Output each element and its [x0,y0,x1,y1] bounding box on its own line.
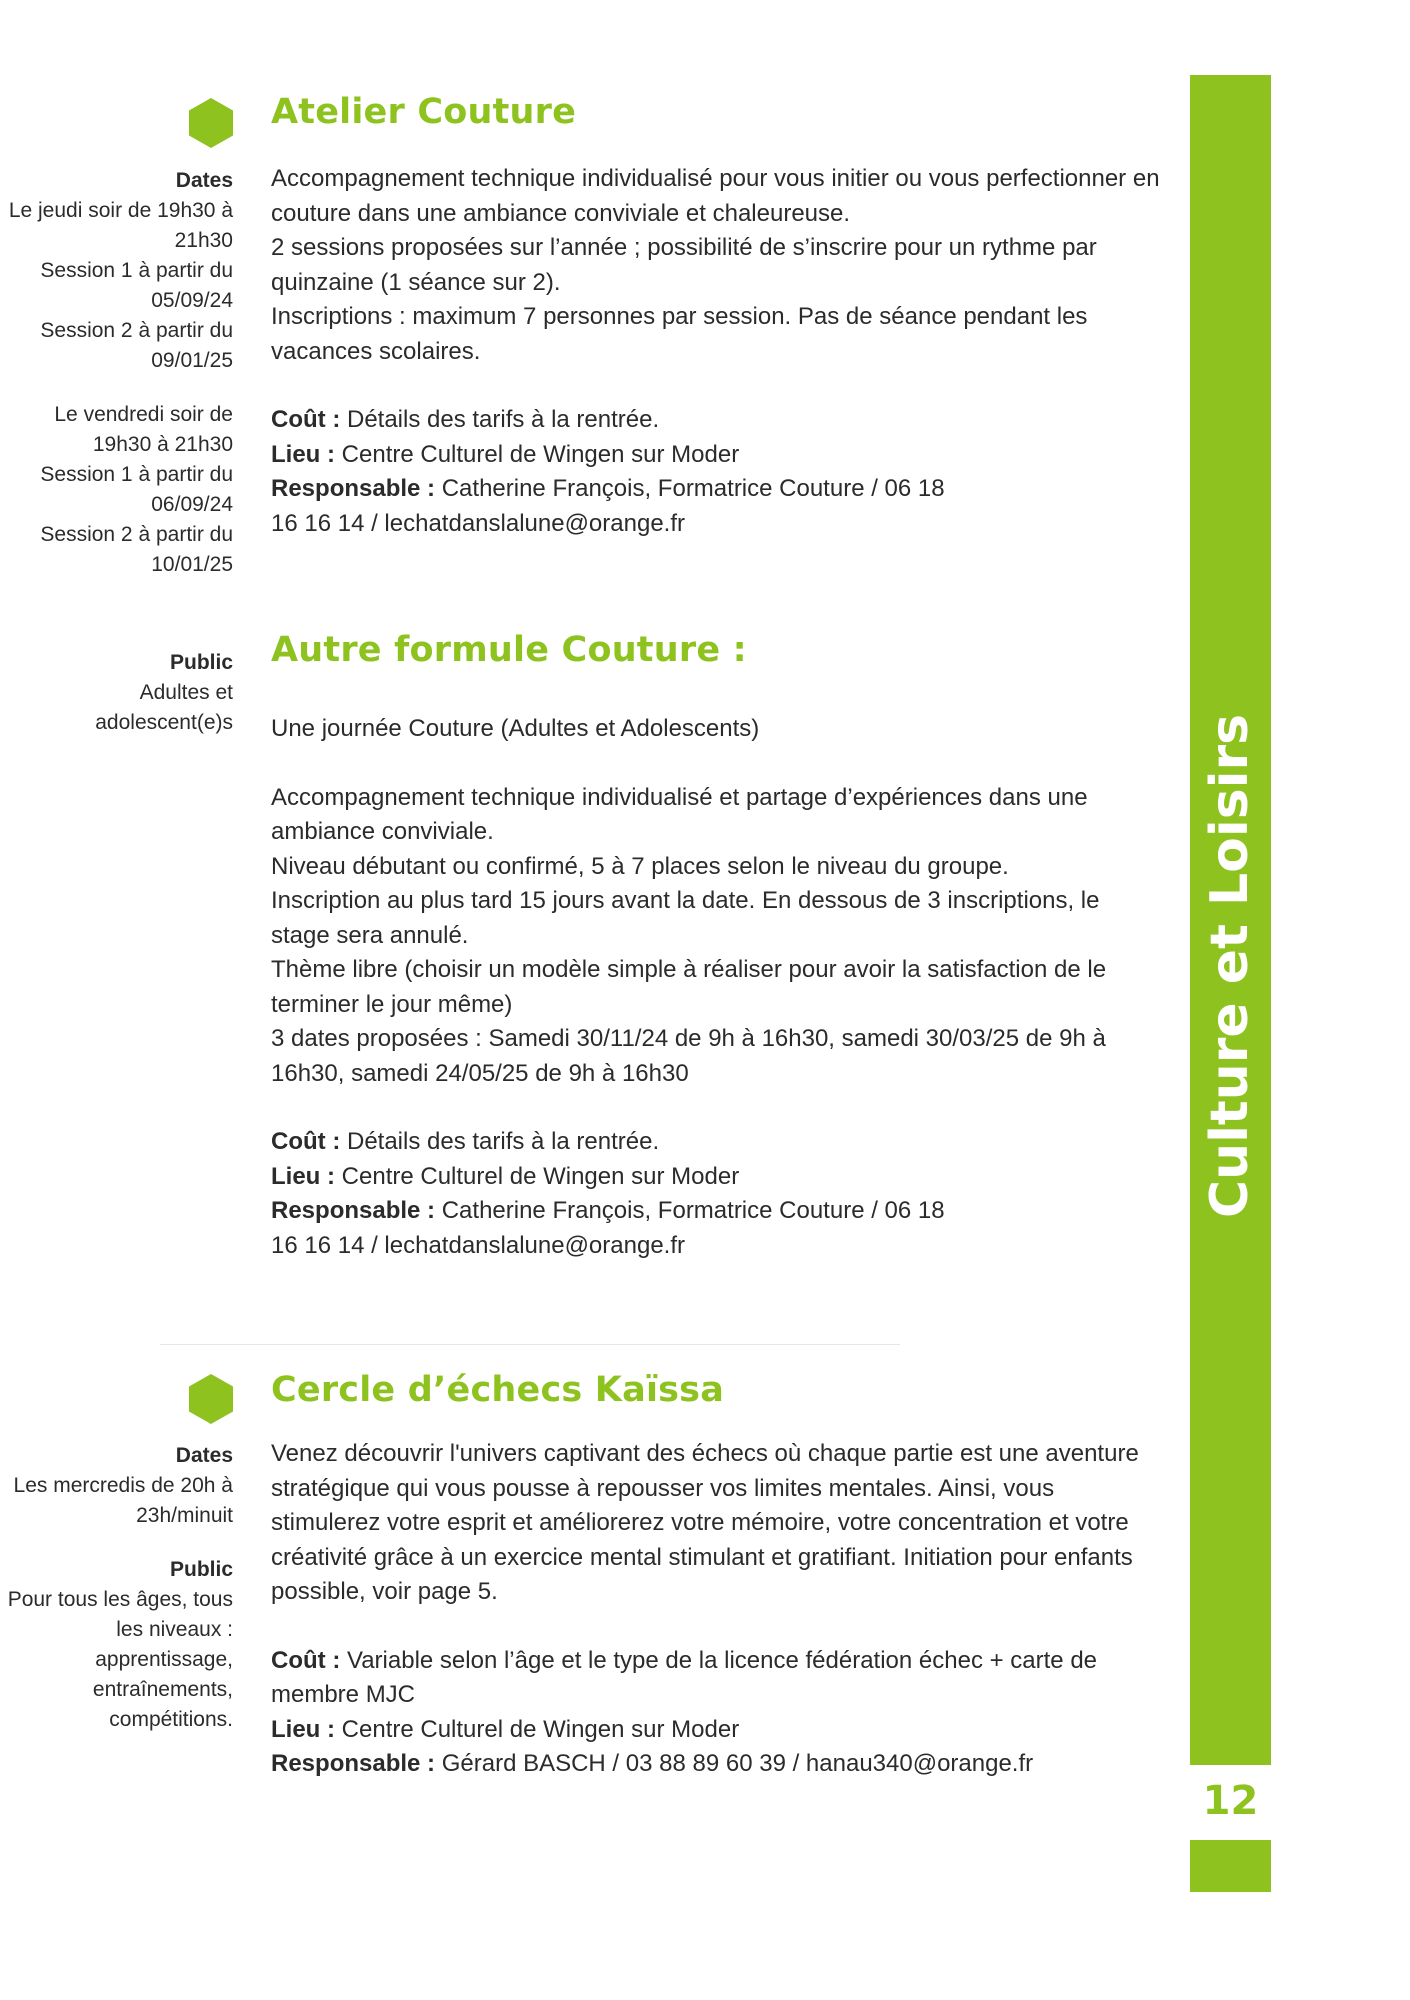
public-line: apprentissage, [95,1648,233,1671]
contact-label: Responsable : [271,475,436,502]
cost-value: Détails des tarifs à la rentrée. [340,1128,660,1155]
public-line: entraînements, [92,1678,233,1701]
cost-value: Détails des tarifs à la rentrée. [340,406,660,433]
date-line: 10/01/25 [151,553,233,576]
page-number-block [1190,1840,1271,1892]
paragraph: Inscriptions : maximum 7 personnes par session. Pas de séance pendant les vacances scolaires. [271,303,1088,365]
paragraph: Thème libre (choisir un modèle simple à réaliser pour avoir la satisfaction de le terminer le jour même) [271,956,1107,1018]
echecs-sidebar [0,1441,233,1735]
location-line [271,438,1161,473]
dates-label: Dates [175,169,233,192]
public-line: les niveaux : [116,1618,233,1641]
hexagon-bullet-icon [189,1374,233,1424]
location-value: Centre Culturel de Wingen sur Moder [335,1715,740,1743]
paragraph: Une journée Couture (Adultes et Adolescents) [271,715,760,742]
cost-value: Variable selon l’âge et le type de la licence fédération échec + carte de membre MJC [271,1646,1098,1708]
page-number: 12 [1202,1778,1259,1824]
paragraph: Accompagnement technique individualisé et partage d’expériences dans une ambiance conviviale. [271,783,1088,845]
cost-line [271,1644,1161,1713]
paragraph: 2 sessions proposées sur l’année ; possibilité de s’inscrire pour un rythme par quinzaine (1 séance sur 2). [271,234,1097,296]
public-line: Adultes et [139,681,233,704]
autre-formule-sidebar [0,648,233,738]
hexagon-bullet-icon [189,98,233,148]
date-line: 06/09/24 [151,493,233,516]
date-line: Session 1 à partir du [40,259,233,282]
autre-formule-title: Autre formule Couture : [271,630,747,670]
atelier-couture-title: Atelier Couture [271,92,577,132]
date-line: 19h30 à 21h30 [92,433,233,456]
echecs-title: Cercle d’échecs Kaïssa [271,1370,725,1410]
paragraph: 3 dates proposées : Samedi 30/11/24 de 9h à 16h30, samedi 30/03/25 de 9h à 16h30, samedi 24/05/25 de 9h à 16h30 [271,1025,1106,1087]
location-label: Lieu : [271,440,335,468]
date-line: 23h/minuit [136,1504,233,1527]
contact-label: Responsable : [271,1197,436,1224]
cost-label: Coût : [271,406,341,433]
paragraph: Inscription au plus tard 15 jours avant la date. En dessous de 3 inscriptions, le stage sera annulé. [271,887,1100,949]
public-label: Public [169,651,233,674]
cost-label: Coût : [271,1646,341,1674]
autre-formule-body [271,712,1161,1263]
cost-line [271,403,1161,438]
date-line: Le jeudi soir de 19h30 à [8,199,233,222]
contact-value: Gérard BASCH / 03 88 89 60 39 / hanau340@orange.fr [435,1750,1034,1777]
contact-label: Responsable : [271,1750,436,1777]
date-line: Session 2 à partir du [40,523,233,546]
atelier-couture-sidebar [0,166,233,580]
cost-line [271,1125,1161,1160]
public-line: compétitions. [109,1708,233,1731]
public-line: adolescent(e)s [95,711,233,734]
location-line [271,1713,1161,1748]
date-line: 09/01/25 [151,349,233,372]
cost-label: Coût : [271,1128,341,1155]
atelier-couture-body [271,162,1161,541]
location-line [271,1160,1161,1195]
echecs-body [271,1437,1161,1782]
date-line: 21h30 [174,229,233,252]
contact-line [271,472,951,541]
date-line: Le vendredi soir de [54,403,233,426]
paragraph: Venez découvrir l'univers captivant des échecs où chaque partie est une aventure stratégique qui vous pousse à repousser vos limites mentales. Ainsi, vous stimulerez votre esprit et améliorerez votre mémoire, votre concentration et votre créativité grâce à un exercice mental stimulant et gratifiant. Initiation pour enfants possible, voir page 5. [271,1440,1139,1605]
contact-value: Catherine François, Formatrice Couture / 06 18 16 16 14 / lechatdanslalune@orange.fr [271,475,945,537]
contact-line [271,1194,951,1263]
contact-value: Catherine François, Formatrice Couture / 06 18 16 16 14 / lechatdanslalune@orange.fr [271,1197,945,1259]
public-line: Pour tous les âges, tous [7,1588,233,1611]
location-label: Lieu : [271,1162,335,1190]
public-label: Public [169,1558,233,1581]
date-line: Session 2 à partir du [40,319,233,342]
date-line: 05/09/24 [151,289,233,312]
location-value: Centre Culturel de Wingen sur Moder [335,440,740,468]
date-line: Session 1 à partir du [40,463,233,486]
location-value: Centre Culturel de Wingen sur Moder [335,1162,740,1190]
divider [160,1344,900,1345]
paragraph: Niveau débutant ou confirmé, 5 à 7 places selon le niveau du groupe. [271,852,1009,880]
date-line: Les mercredis de 20h à [13,1474,233,1497]
dates-label: Dates [175,1444,233,1467]
section-sidebar-label: Culture et Loisirs [1200,713,1260,1219]
location-label: Lieu : [271,1715,335,1743]
paragraph: Accompagnement technique individualisé pour vous initier ou vous perfectionner en couture dans une ambiance conviviale et chaleureuse. [271,165,1160,227]
contact-line [271,1747,1161,1782]
